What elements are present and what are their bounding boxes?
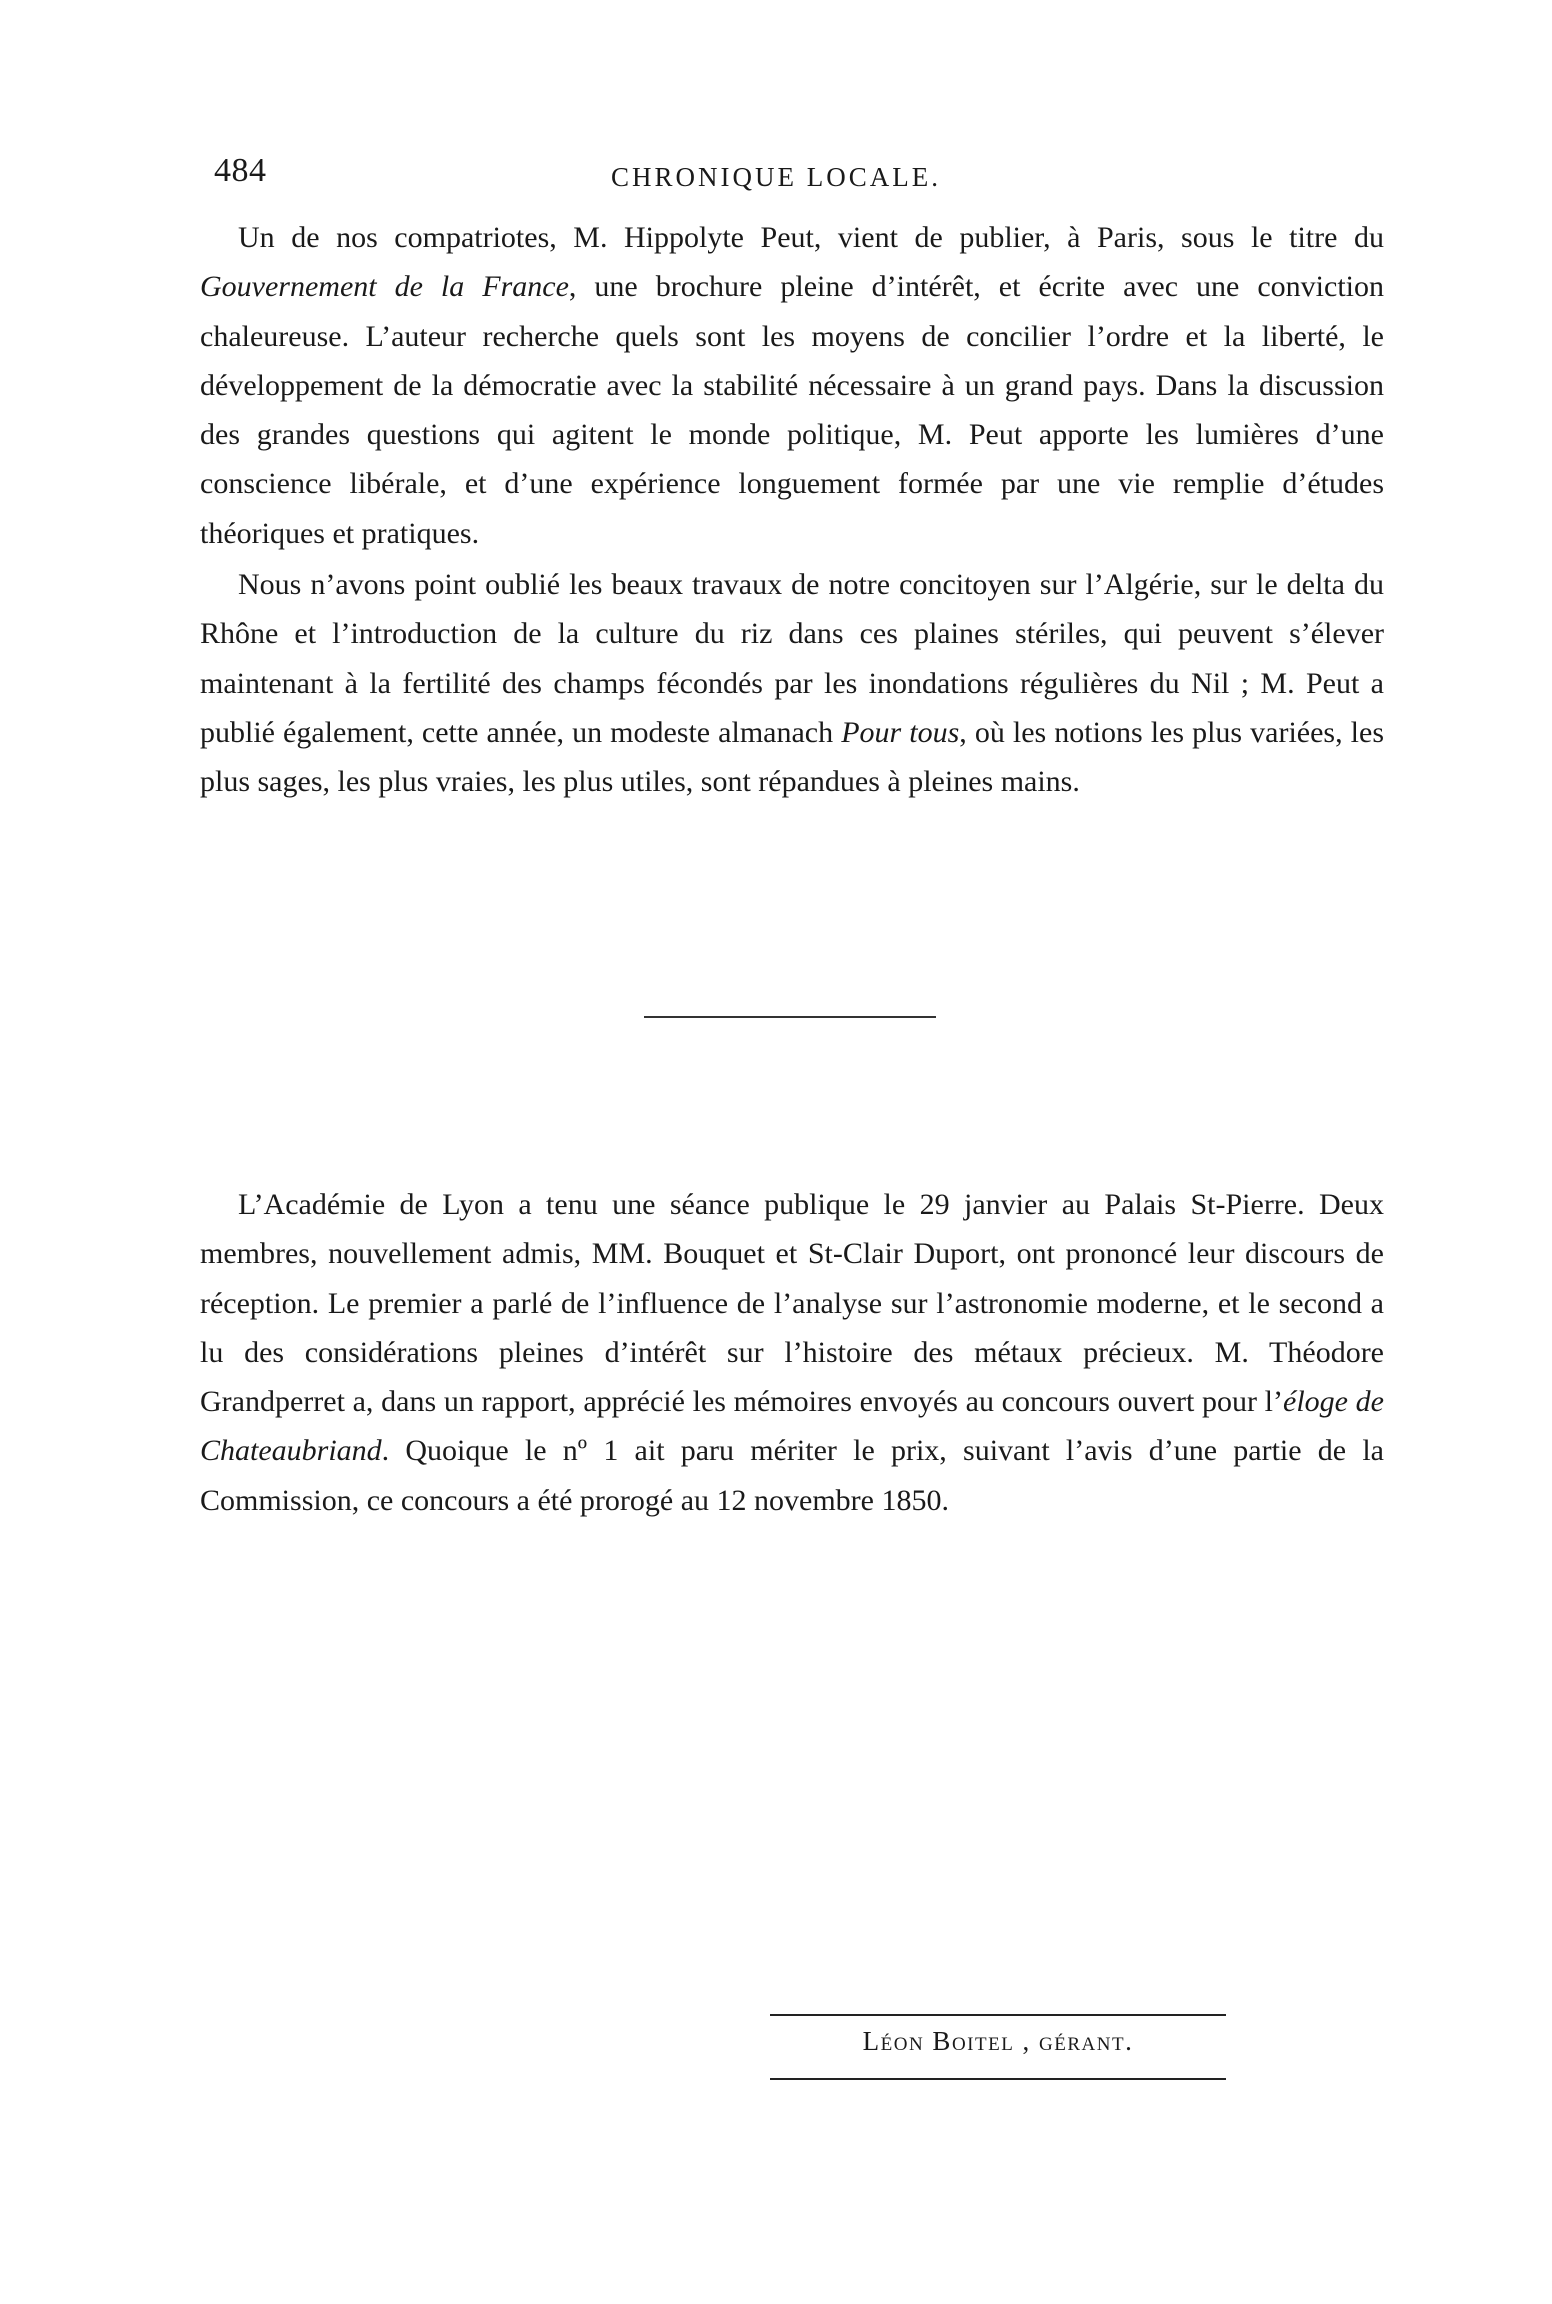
signature-rule-bottom	[770, 2078, 1226, 2080]
paragraph-text: Nous n’avons point oublié les beaux travaux de notre concitoyen sur l’Algérie, sur le delta du Rhône et l’introduction de la culture du riz dans ces plaines stériles, qui peuvent s’élever maintenant à la fertilité des champs fécondés par les inondations régulières du Nil ; M. Peut a publié également, cette année, un modeste almanach	[200, 568, 1384, 749]
paragraph-text: Un de nos compatriotes, M. Hippolyte Peut, vient de publier, à Paris, sous le titre du	[238, 221, 1384, 254]
page-number: 484	[214, 152, 267, 189]
paragraph-academie-lyon	[200, 1180, 1384, 1525]
paragraph-text: . Quoique le nº 1 ait paru mériter le prix, suivant l’avis d’une partie de la Commission, ce concours a été prorogé au 12 novembre 1850.	[200, 1434, 1384, 1517]
eloge-title-italic: éloge de Chateaubriand	[200, 1385, 1384, 1468]
publisher-signature: Léon Boitel , gérant.	[862, 2026, 1134, 2056]
paragraph-text: , où les notions les plus variées, les plus sages, les plus vraies, les plus utiles, sont répandues à pleines mains.	[200, 715, 1384, 799]
paragraph-peut-works	[200, 560, 1384, 806]
running-title: CHRONIQUE LOCALE.	[611, 162, 941, 192]
section-divider	[644, 1016, 936, 1018]
paragraph-text: , une brochure pleine d’intérêt, et écrite avec une conviction chaleureuse. L’auteur recherche quels sont les moyens de concilier l’ordre et la liberté, le développement de la démocratie avec la stabilité nécessaire à un grand pays. Dans la discussion des grandes questions qui agitent le monde politique, M. Peut apporte les lumières d’une conscience libérale, et d’une expérience longuement formée par une vie remplie d’études théoriques et pratiques.	[200, 270, 1385, 550]
almanach-title-italic: Pour tous	[841, 715, 960, 749]
paragraph-text: L’Académie de Lyon a tenu une séance publique le 29 janvier au Palais St-Pierre. Deux membres, nouvellement admis, MM. Bouquet et St-Clair Duport, ont prononcé leur discours de réception. Le premier a parlé de l’influence de l’analyse sur l’astronomie moderne, et le second a lu des considérations pleines d’intérêt sur l’histoire des métaux précieux. M. Théodore Grandperret a, dans un rapport, apprécié les mémoires envoyés au concours ouvert pour l’	[200, 1188, 1384, 1419]
book-title-italic: Gouvernement de la France	[200, 270, 569, 304]
paragraph-hippolyte-peut-brochure	[200, 213, 1384, 558]
signature-rule-top	[770, 2014, 1226, 2016]
